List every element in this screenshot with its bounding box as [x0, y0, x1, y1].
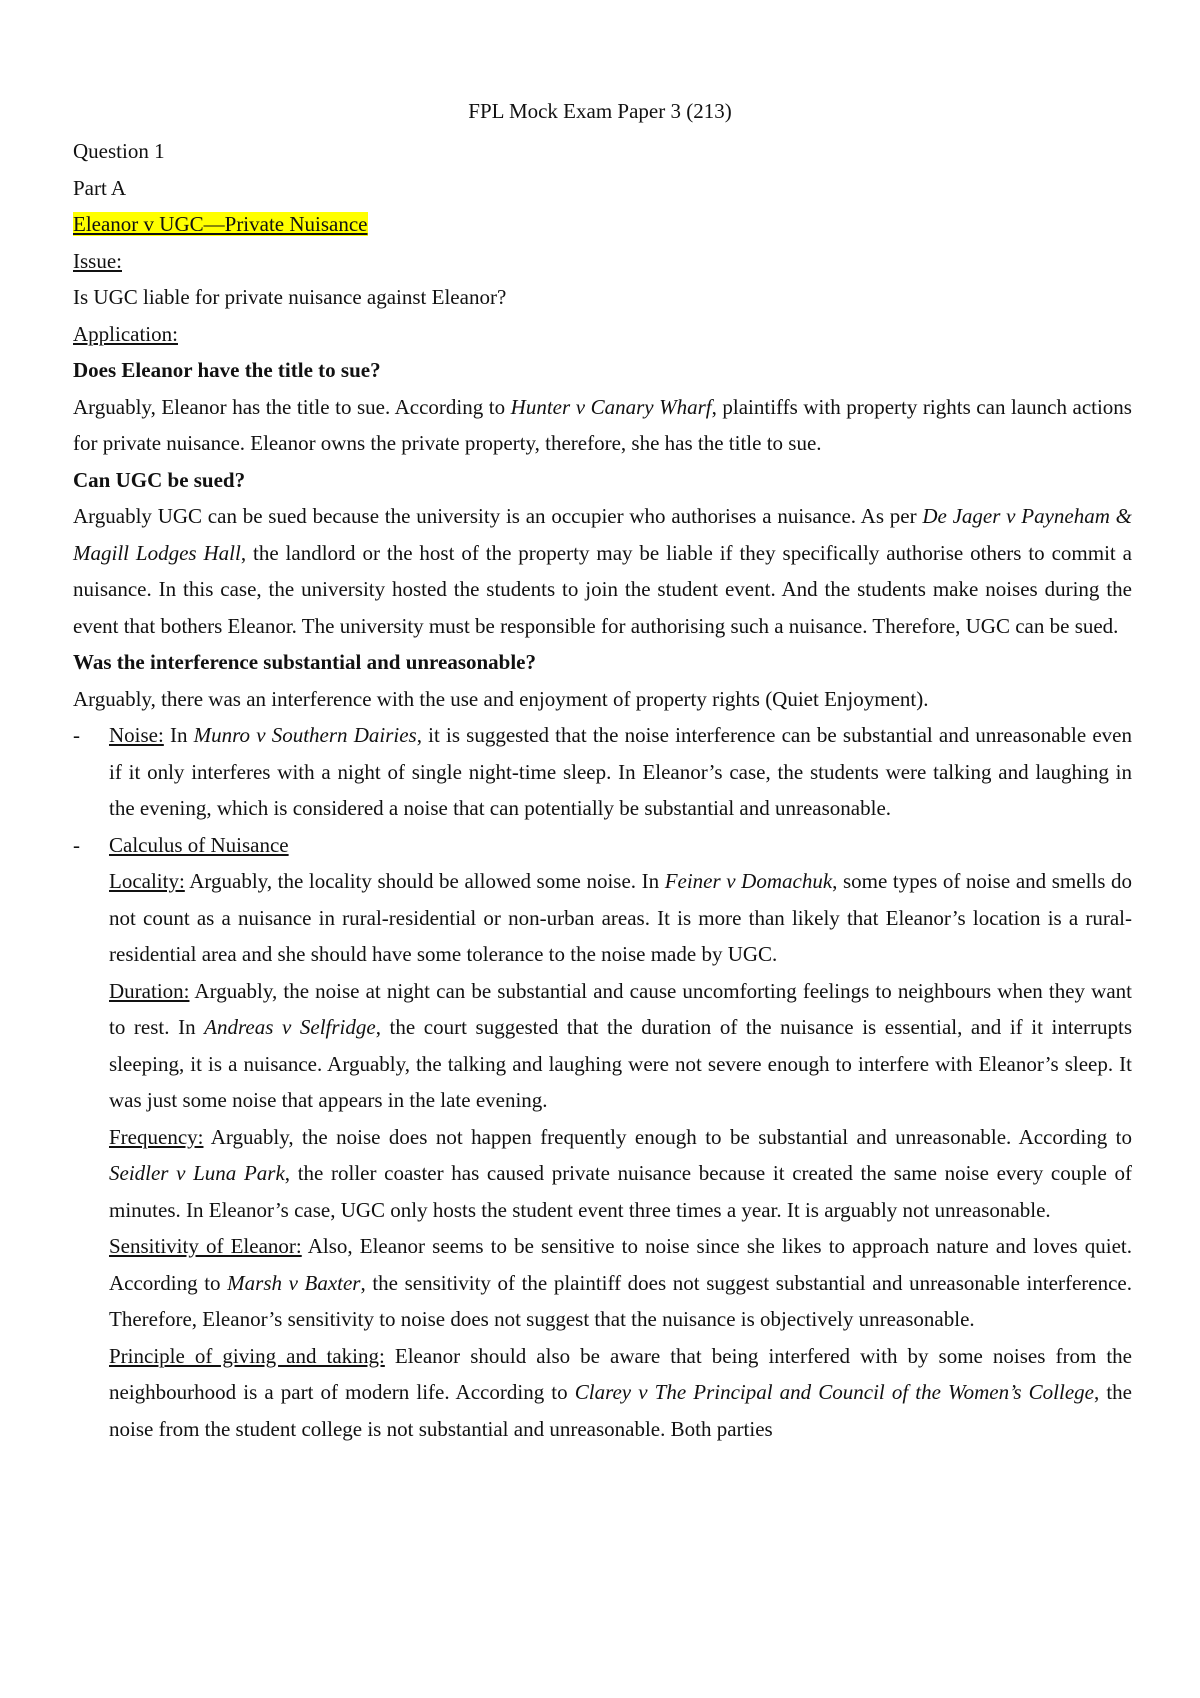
section-heading [73, 206, 1132, 243]
dash-bullet: - [73, 832, 80, 857]
document-title: FPL Mock Exam Paper 3 (213) [468, 99, 732, 123]
case-name: Marsh v Baxter [227, 1270, 361, 1295]
case-name: Feiner v Domachuk [664, 869, 833, 893]
sub-principle: Principle of giving and taking: Eleanor should also be aware that being interfered with by some noises from the neighbourhood is a part of modern life. According to Clarey v The Principal and Council of the Women’s College, the noise from the student college is not substantial and unreasonable. Both parties [109, 1343, 1133, 1441]
case-name: De Jager v Payneham & Magill Lodges Hall [73, 504, 1133, 565]
sub-locality: Locality: Arguably, the locality should be allowed some noise. In Feiner v Domachuk, some types of noise and smells do not count as a nuisance in rural-residential or non-urban areas. It is more than likely that Eleanor’s location is a rural-residential area and she should have some tolerance to the noise made by UGC. [109, 869, 1132, 966]
case-name: Clarey v The Principal and Council of the Women’s College [574, 1380, 1094, 1404]
paragraph-interference: Arguably, there was an interference with the use and enjoyment of property rights (Quiet Enjoyment). [73, 686, 929, 711]
sub-sensitivity: Sensitivity of Eleanor: Also, Eleanor seems to be sensitive to noise since she likes to approach nature and loves quiet. According to Marsh v Baxter, the sensitivity of the plaintiff does not suggest substantial and unreasonable interference. Therefore, Eleanor’s sensitivity to noise does not suggest that the nuisance is objectively unreasonable. [109, 1234, 1132, 1331]
heading-can-ugc-be-sued: Can UGC be sued? [73, 467, 246, 492]
case-name: Hunter v Canary Wharf [510, 394, 712, 419]
paragraph-can-ugc-be-sued: Arguably UGC can be sued because the university is an occupier who authorises a nuisance. As per De Jager v Payneham & Magill Lodges Hall, the landlord or the host of the property may be liable if they specifically authorise others to commit a nuisance. In this case, the university hosted the students to join the student event. And the students make noises during the event that bothers Eleanor. The university must be responsible for authorising such a nuisance. Therefore, UGC can be sued. [73, 504, 1133, 638]
sub-frequency: Frequency: Arguably, the noise does not happen frequently enough to be substantial and unreasonable. According to Seidler v Luna Park, the roller coaster has caused private nuisance because it created the same noise every couple of minutes. In Eleanor’s case, UGC only hosts the student event three times a year. It is arguably not unreasonable. [109, 1124, 1132, 1222]
application-label: Application: [73, 321, 178, 346]
part-label: Part A [73, 175, 127, 200]
issue-text: Is UGC liable for private nuisance against Eleanor? [73, 285, 507, 309]
list-item-calculus: - Calculus of Nuisance [73, 827, 1132, 864]
dash-bullet: - [73, 723, 80, 747]
list-item-noise: - Noise: In Munro v Southern Dairies, it is suggested that the noise interference can be substantial and unreasonable even if it only interferes with a night of single night-time sleep. In Eleanor’s case, the students were talking and laughing in the evening, which is considered a noise that can potentially be substantial and unreasonable. [73, 717, 1132, 827]
question-number: Question 1 [73, 139, 165, 163]
highlighted-heading: Eleanor v UGC—Private Nuisance [73, 212, 368, 236]
heading-substantial-interference: Was the interference substantial and unreasonable? [73, 650, 537, 674]
case-name: Andreas v Selfridge [204, 1015, 376, 1039]
sub-duration: Duration: Arguably, the noise at night can be substantial and cause uncomforting feelings to neighbours when they want to rest. In Andreas v Selfridge, the court suggested that the duration of the nuisance is essential, and if it interrupts sleeping, it is a nuisance. Arguably, the talking and laughing were not severe enough to interfere with Eleanor’s sleep. It was just some noise that appears in the late evening. [109, 978, 1132, 1112]
paragraph-title-to-sue: Arguably, Eleanor has the title to sue. According to Hunter v Canary Wharf, plaintiffs with property rights can launch actions for private nuisance. Eleanor owns the private property, therefore, she has the title to sue. [73, 394, 1132, 455]
document-body [73, 133, 1132, 1447]
issue-label: Issue: [73, 248, 122, 273]
heading-title-to-sue: Does Eleanor have the title to sue? [73, 358, 381, 382]
case-name: Seidler v Luna Park [109, 1161, 285, 1185]
case-name: Munro v Southern Dairies [193, 723, 417, 747]
